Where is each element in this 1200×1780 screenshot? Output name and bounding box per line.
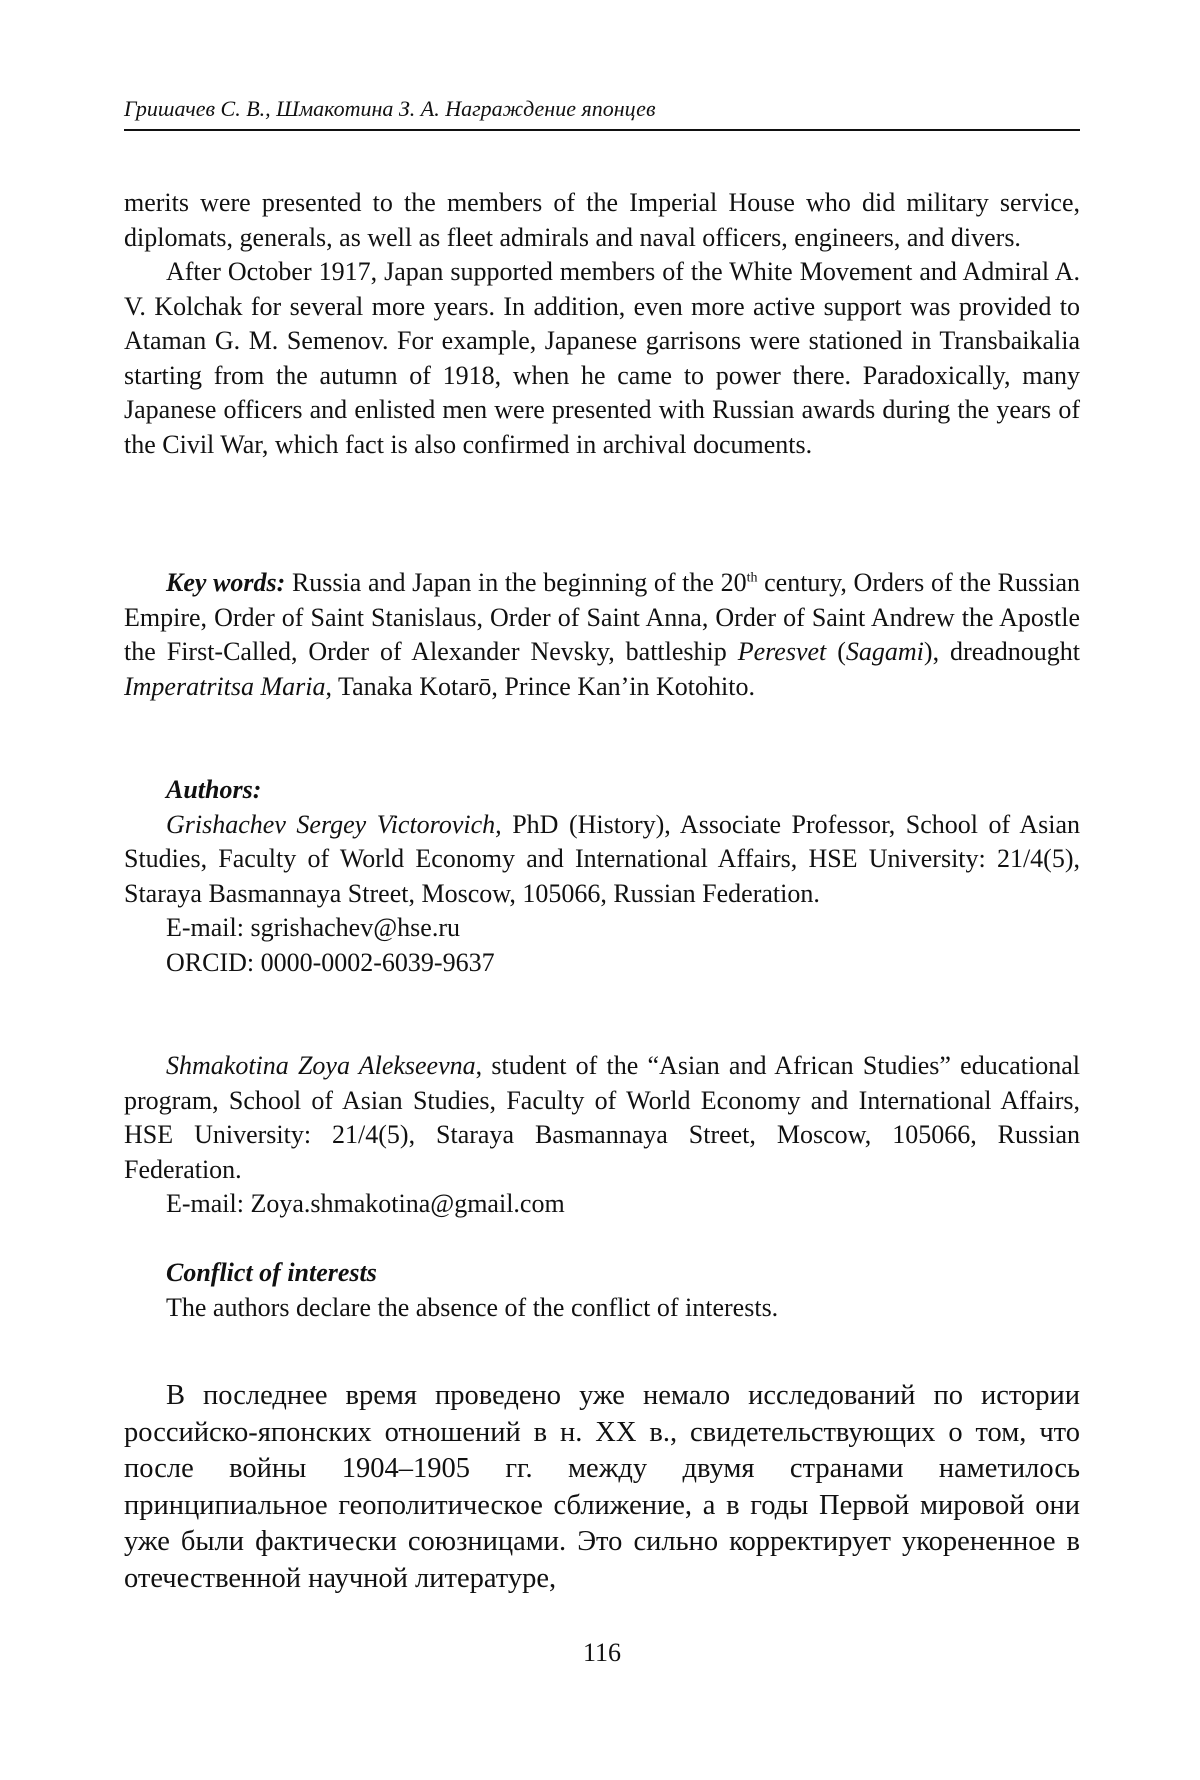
authors-section [124, 773, 1080, 980]
author-2-section [124, 1049, 1080, 1222]
author-1-info: Grishachev Sergey Victorovich, PhD (History), Associate Professor, School of Asian Studies, Faculty of World Economy and International Affairs, HSE University: 21/4(5), Staraya Basmannaya Street, Moscow, 105066, Russian Federation. [124, 809, 1080, 908]
keywords-section [124, 566, 1080, 704]
author-1-name: Grishachev Sergey Victorovich, [166, 809, 502, 839]
page-number: 116 [582, 1638, 622, 1667]
author-2-info: Shmakotina Zoya Alekseevna, student of the “Asian and African Studies” educational program, School of Asian Studies, Faculty of World Economy and International Affairs, HSE University: 21/4(5), Staraya Basmannaya Street, Moscow, 105066, Russian Federation. [124, 1051, 1080, 1184]
ship-name-peresvet: Peresvet [737, 637, 827, 666]
abstract-section [124, 186, 1080, 462]
author-2-email: E-mail: Zoya.shmakotina@gmail.com [166, 1189, 565, 1218]
conflict-section [124, 1256, 1080, 1325]
author-1-orcid: ORCID: 0000-0002-6039-9637 [166, 947, 495, 977]
conflict-heading: Conflict of interests [166, 1258, 377, 1287]
authors-heading: Authors: [166, 775, 262, 804]
superscript-th: th [746, 570, 758, 586]
running-head: Гришачев С. В., Шмакотина З. А. Награждение японцев [124, 95, 1080, 131]
abstract-paragraph-2: After October 1917, Japan supported members of the White Movement and Admiral A. V. Kolchak for several more years. In addition, even more active support was provided to Ataman G. M. Semenov. For example, Japanese garrisons were stationed in Transbaikalia starting from the autumn of 1918, when he came to power there. Paradoxically, many Japanese officers and enlisted men were presented with Russian awards during the years of the Civil War, which fact is also confirmed in archival documents. [124, 257, 1080, 459]
author-1-email: E-mail: sgrishachev@hse.ru [166, 913, 460, 942]
ship-name-sagami: Sagami [845, 637, 924, 666]
conflict-text: The authors declare the absence of the conflict of interests. [166, 1292, 779, 1322]
keywords-label: Key words: [166, 568, 286, 597]
author-2-name: Shmakotina Zoya Alekseevna [166, 1051, 476, 1080]
ship-name-imperatritsa-maria: Imperatritsa Maria [124, 671, 326, 701]
keywords-paragraph: Key words: Russia and Japan in the beginning of the 20th century, Orders of the Russian Empire, Order of Saint Stanislaus, Order of Saint Anna, Order of Saint Andrew the Apostle the First-Called, Order of Alexander Nevsky, battleship Peresvet (Sagami), dreadnought Imperatritsa Maria, Tanaka Kotarō, Prince Kan’in Kotohito. [124, 568, 1080, 701]
abstract-paragraph-1: merits were presented to the members of the Imperial House who did military service, diplomats, generals, as well as fleet admirals and naval officers, engineers, and divers. [124, 188, 1080, 252]
body-text-section [124, 1378, 1080, 1597]
body-paragraph-ru: В последнее время проведено уже немало исследований по истории российско-японских отношений в н. XX в., свидетельствующих о том, что после войны 1904–1905 гг. между двумя странами наметилось принципиальное геополитическое сближение, а в годы Первой мировой они уже были фактически союзницами. Это сильно корректирует укорененное в отечественной научной литературе, [124, 1380, 1080, 1594]
